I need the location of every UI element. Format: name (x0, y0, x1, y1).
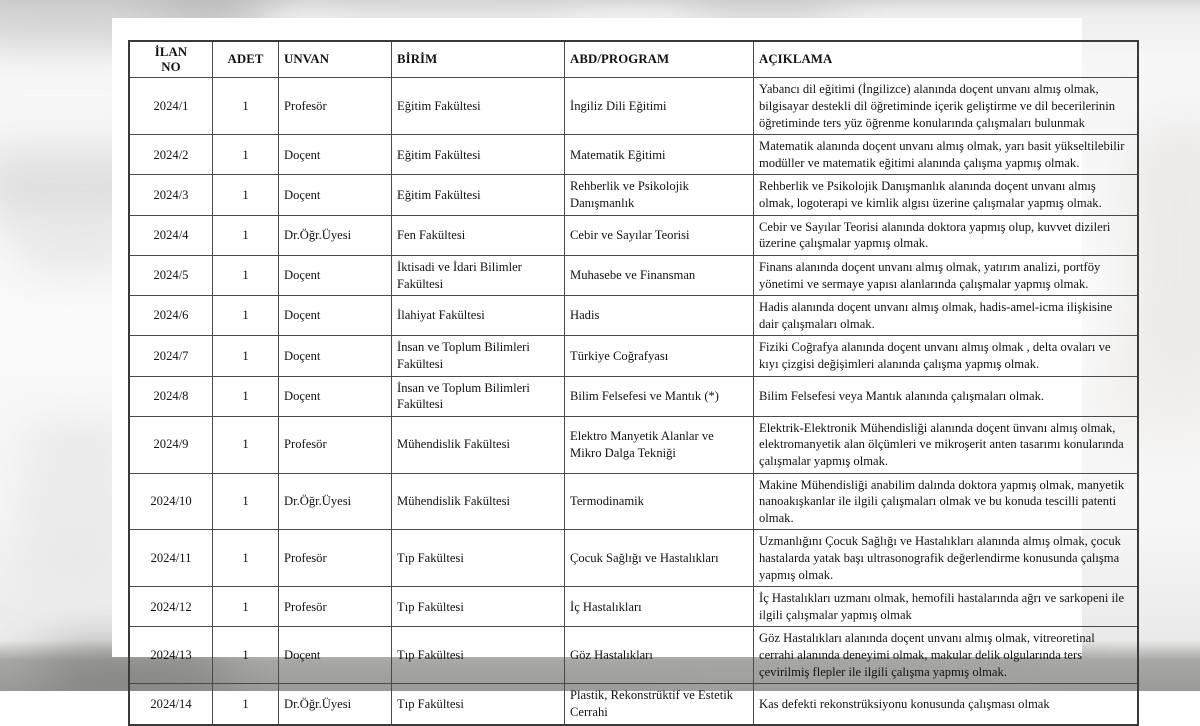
cell-birim: Eğitim Fakültesi (392, 175, 565, 215)
cell-aciklama: Cebir ve Sayılar Teorisi alanında doktora yapmış olup, kuvvet dizileri üzerine çalışmalar yapmış olmak. (754, 215, 1139, 255)
cell-birim: İktisadi ve İdari Bilimler Fakültesi (392, 255, 565, 295)
cell-aciklama: Finans alanında doçent unvanı almış olmak, yatırım analizi, portföy yönetimi ve sermaye yapısı alanlarında çalışmalar yapmış olmak. (754, 255, 1139, 295)
cell-ilan-no: 2024/4 (129, 215, 213, 255)
table-row (129, 296, 1138, 336)
table-body (129, 78, 1138, 725)
cell-adet: 1 (213, 416, 279, 473)
table-row (129, 416, 1138, 473)
cell-unvan: Profesör (279, 587, 392, 627)
cell-birim: Tıp Fakültesi (392, 684, 565, 725)
cell-ilan-no: 2024/8 (129, 376, 213, 416)
cell-abd-program: Rehberlik ve Psikolojik Danışmanlık (565, 175, 754, 215)
cell-abd-program: Matematik Eğitimi (565, 135, 754, 175)
cell-birim: İlahiyat Fakültesi (392, 296, 565, 336)
cell-aciklama: Yabancı dil eğitimi (İngilizce) alanında doçent unvanı almış olmak, bilgisayar destekli dil öğretiminde içerik geliştirme ve dil becerilerinin öğretiminde ters yüz öğrenme konularında çalışmaları bulunmak (754, 78, 1139, 135)
cell-birim: Tıp Fakültesi (392, 587, 565, 627)
cell-ilan-no: 2024/13 (129, 627, 213, 684)
cell-adet: 1 (213, 587, 279, 627)
cell-ilan-no: 2024/1 (129, 78, 213, 135)
table-row (129, 255, 1138, 295)
table-header (129, 41, 1138, 78)
cell-aciklama: Bilim Felsefesi veya Mantık alanında çalışmaları olmak. (754, 376, 1139, 416)
cell-unvan: Doçent (279, 135, 392, 175)
cell-adet: 1 (213, 175, 279, 215)
column-header-abd-program: ABD/PROGRAM (565, 41, 754, 78)
cell-abd-program: Plastik, Rekonstrüktif ve Estetik Cerrahi (565, 684, 754, 725)
background-blur-shape (330, 0, 570, 20)
cell-birim: Tıp Fakültesi (392, 627, 565, 684)
cell-birim: Eğitim Fakültesi (392, 78, 565, 135)
cell-unvan: Dr.Öğr.Üyesi (279, 684, 392, 725)
column-header-adet: ADET (213, 41, 279, 78)
cell-adet: 1 (213, 473, 279, 530)
announcement-table-container (128, 40, 1070, 726)
cell-unvan: Profesör (279, 78, 392, 135)
cell-adet: 1 (213, 376, 279, 416)
table-header-row (129, 41, 1138, 78)
cell-adet: 1 (213, 296, 279, 336)
table-row (129, 135, 1138, 175)
announcement-table (128, 40, 1139, 726)
table-row (129, 473, 1138, 530)
cell-birim: Fen Fakültesi (392, 215, 565, 255)
table-row (129, 587, 1138, 627)
cell-aciklama: Fiziki Coğrafya alanında doçent unvanı almış olmak , delta ovaları ve kıyı çizgisi değişimleri alanında çalışma yapmış olmak. (754, 336, 1139, 376)
cell-aciklama: Hadis alanında doçent unvanı almış olmak, hadis-amel-icma ilişkisine dair çalışmaları olmak. (754, 296, 1139, 336)
table-row (129, 175, 1138, 215)
cell-aciklama: Göz Hastalıkları alanında doçent unvanı almış olmak, vitreoretinal cerrahi alanında deneyimi olmak, makular delik olgularında ters çevirilmiş flepler ile ilgili çalışma yapmış olmak. (754, 627, 1139, 684)
cell-unvan: Doçent (279, 336, 392, 376)
cell-unvan: Profesör (279, 416, 392, 473)
cell-ilan-no: 2024/7 (129, 336, 213, 376)
cell-abd-program: Cebir ve Sayılar Teorisi (565, 215, 754, 255)
table-row (129, 627, 1138, 684)
cell-abd-program: Elektro Manyetik Alanlar ve Mikro Dalga Tekniği (565, 416, 754, 473)
cell-ilan-no: 2024/9 (129, 416, 213, 473)
cell-aciklama: Rehberlik ve Psikolojik Danışmanlık alanında doçent unvanı almış olmak, logoterapi ve kimlik algısı üzerine çalışmalar yapmış olmak. (754, 175, 1139, 215)
cell-abd-program: Türkiye Coğrafyası (565, 336, 754, 376)
cell-birim: Eğitim Fakültesi (392, 135, 565, 175)
cell-aciklama: Makine Mühendisliği anabilim dalında doktora yapmış olmak, manyetik nanoakışkanlar ile ilgili çalışmaları olmak ve bu konuda tescilli patenti olmak. (754, 473, 1139, 530)
table-row (129, 530, 1138, 587)
cell-ilan-no: 2024/11 (129, 530, 213, 587)
cell-abd-program: Termodinamik (565, 473, 754, 530)
cell-abd-program: Hadis (565, 296, 754, 336)
cell-ilan-no: 2024/3 (129, 175, 213, 215)
cell-adet: 1 (213, 684, 279, 725)
column-header-unvan: UNVAN (279, 41, 392, 78)
cell-aciklama: Matematik alanında doçent unvanı almış olmak, yarı basit yükseltilebilir modüller ve matematik eğitimi alanında çalışma yapmış olmak. (754, 135, 1139, 175)
cell-adet: 1 (213, 255, 279, 295)
cell-abd-program: İngiliz Dili Eğitimi (565, 78, 754, 135)
cell-adet: 1 (213, 336, 279, 376)
cell-birim: İnsan ve Toplum Bilimleri Fakültesi (392, 376, 565, 416)
cell-birim: Mühendislik Fakültesi (392, 416, 565, 473)
cell-unvan: Doçent (279, 175, 392, 215)
cell-unvan: Doçent (279, 296, 392, 336)
cell-adet: 1 (213, 215, 279, 255)
cell-ilan-no: 2024/10 (129, 473, 213, 530)
cell-unvan: Dr.Öğr.Üyesi (279, 473, 392, 530)
table-row (129, 78, 1138, 135)
cell-aciklama: Uzmanlığını Çocuk Sağlığı ve Hastalıkları alanında almış olmak, çocuk hastalarda yatak başı ultrasonografik değerlendirme konusunda çalışma yapmış olmak. (754, 530, 1139, 587)
cell-aciklama: İç Hastalıkları uzmanı olmak, hemofili hastalarında ağrı ve sarkopeni ile ilgili çalışmalar yapmış olmak (754, 587, 1139, 627)
cell-abd-program: Muhasebe ve Finansman (565, 255, 754, 295)
cell-unvan: Profesör (279, 530, 392, 587)
cell-ilan-no: 2024/2 (129, 135, 213, 175)
cell-unvan: Doçent (279, 255, 392, 295)
cell-ilan-no: 2024/12 (129, 587, 213, 627)
table-row (129, 376, 1138, 416)
cell-birim: Tıp Fakültesi (392, 530, 565, 587)
document-page (112, 18, 1082, 657)
cell-ilan-no: 2024/14 (129, 684, 213, 725)
cell-unvan: Dr.Öğr.Üyesi (279, 215, 392, 255)
cell-birim: İnsan ve Toplum Bilimleri Fakültesi (392, 336, 565, 376)
table-row (129, 215, 1138, 255)
cell-adet: 1 (213, 135, 279, 175)
table-row (129, 684, 1138, 725)
column-header-birim: BİRİM (392, 41, 565, 78)
column-header-ilan-no-line2: NO (161, 60, 180, 74)
cell-abd-program: İç Hastalıkları (565, 587, 754, 627)
column-header-aciklama: AÇIKLAMA (754, 41, 1139, 78)
cell-aciklama: Elektrik-Elektronik Mühendisliği alanında doçent ünvanı almış olmak, elektromanyetik alan ölçümleri ve mikroşerit anten tasarımı konularında çalışmalar yapmış olmak. (754, 416, 1139, 473)
cell-abd-program: Göz Hastalıkları (565, 627, 754, 684)
cell-birim: Mühendislik Fakültesi (392, 473, 565, 530)
cell-abd-program: Çocuk Sağlığı ve Hastalıkları (565, 530, 754, 587)
cell-adet: 1 (213, 530, 279, 587)
cell-unvan: Doçent (279, 376, 392, 416)
table-row (129, 336, 1138, 376)
cell-unvan: Doçent (279, 627, 392, 684)
cell-adet: 1 (213, 78, 279, 135)
cell-adet: 1 (213, 627, 279, 684)
column-header-ilan-no-line1: İLAN (155, 45, 187, 59)
cell-abd-program: Bilim Felsefesi ve Mantık (*) (565, 376, 754, 416)
cell-aciklama: Kas defekti rekonstrüksiyonu konusunda çalışması olmak (754, 684, 1139, 725)
column-header-ilan-no (129, 41, 213, 78)
cell-ilan-no: 2024/6 (129, 296, 213, 336)
cell-ilan-no: 2024/5 (129, 255, 213, 295)
